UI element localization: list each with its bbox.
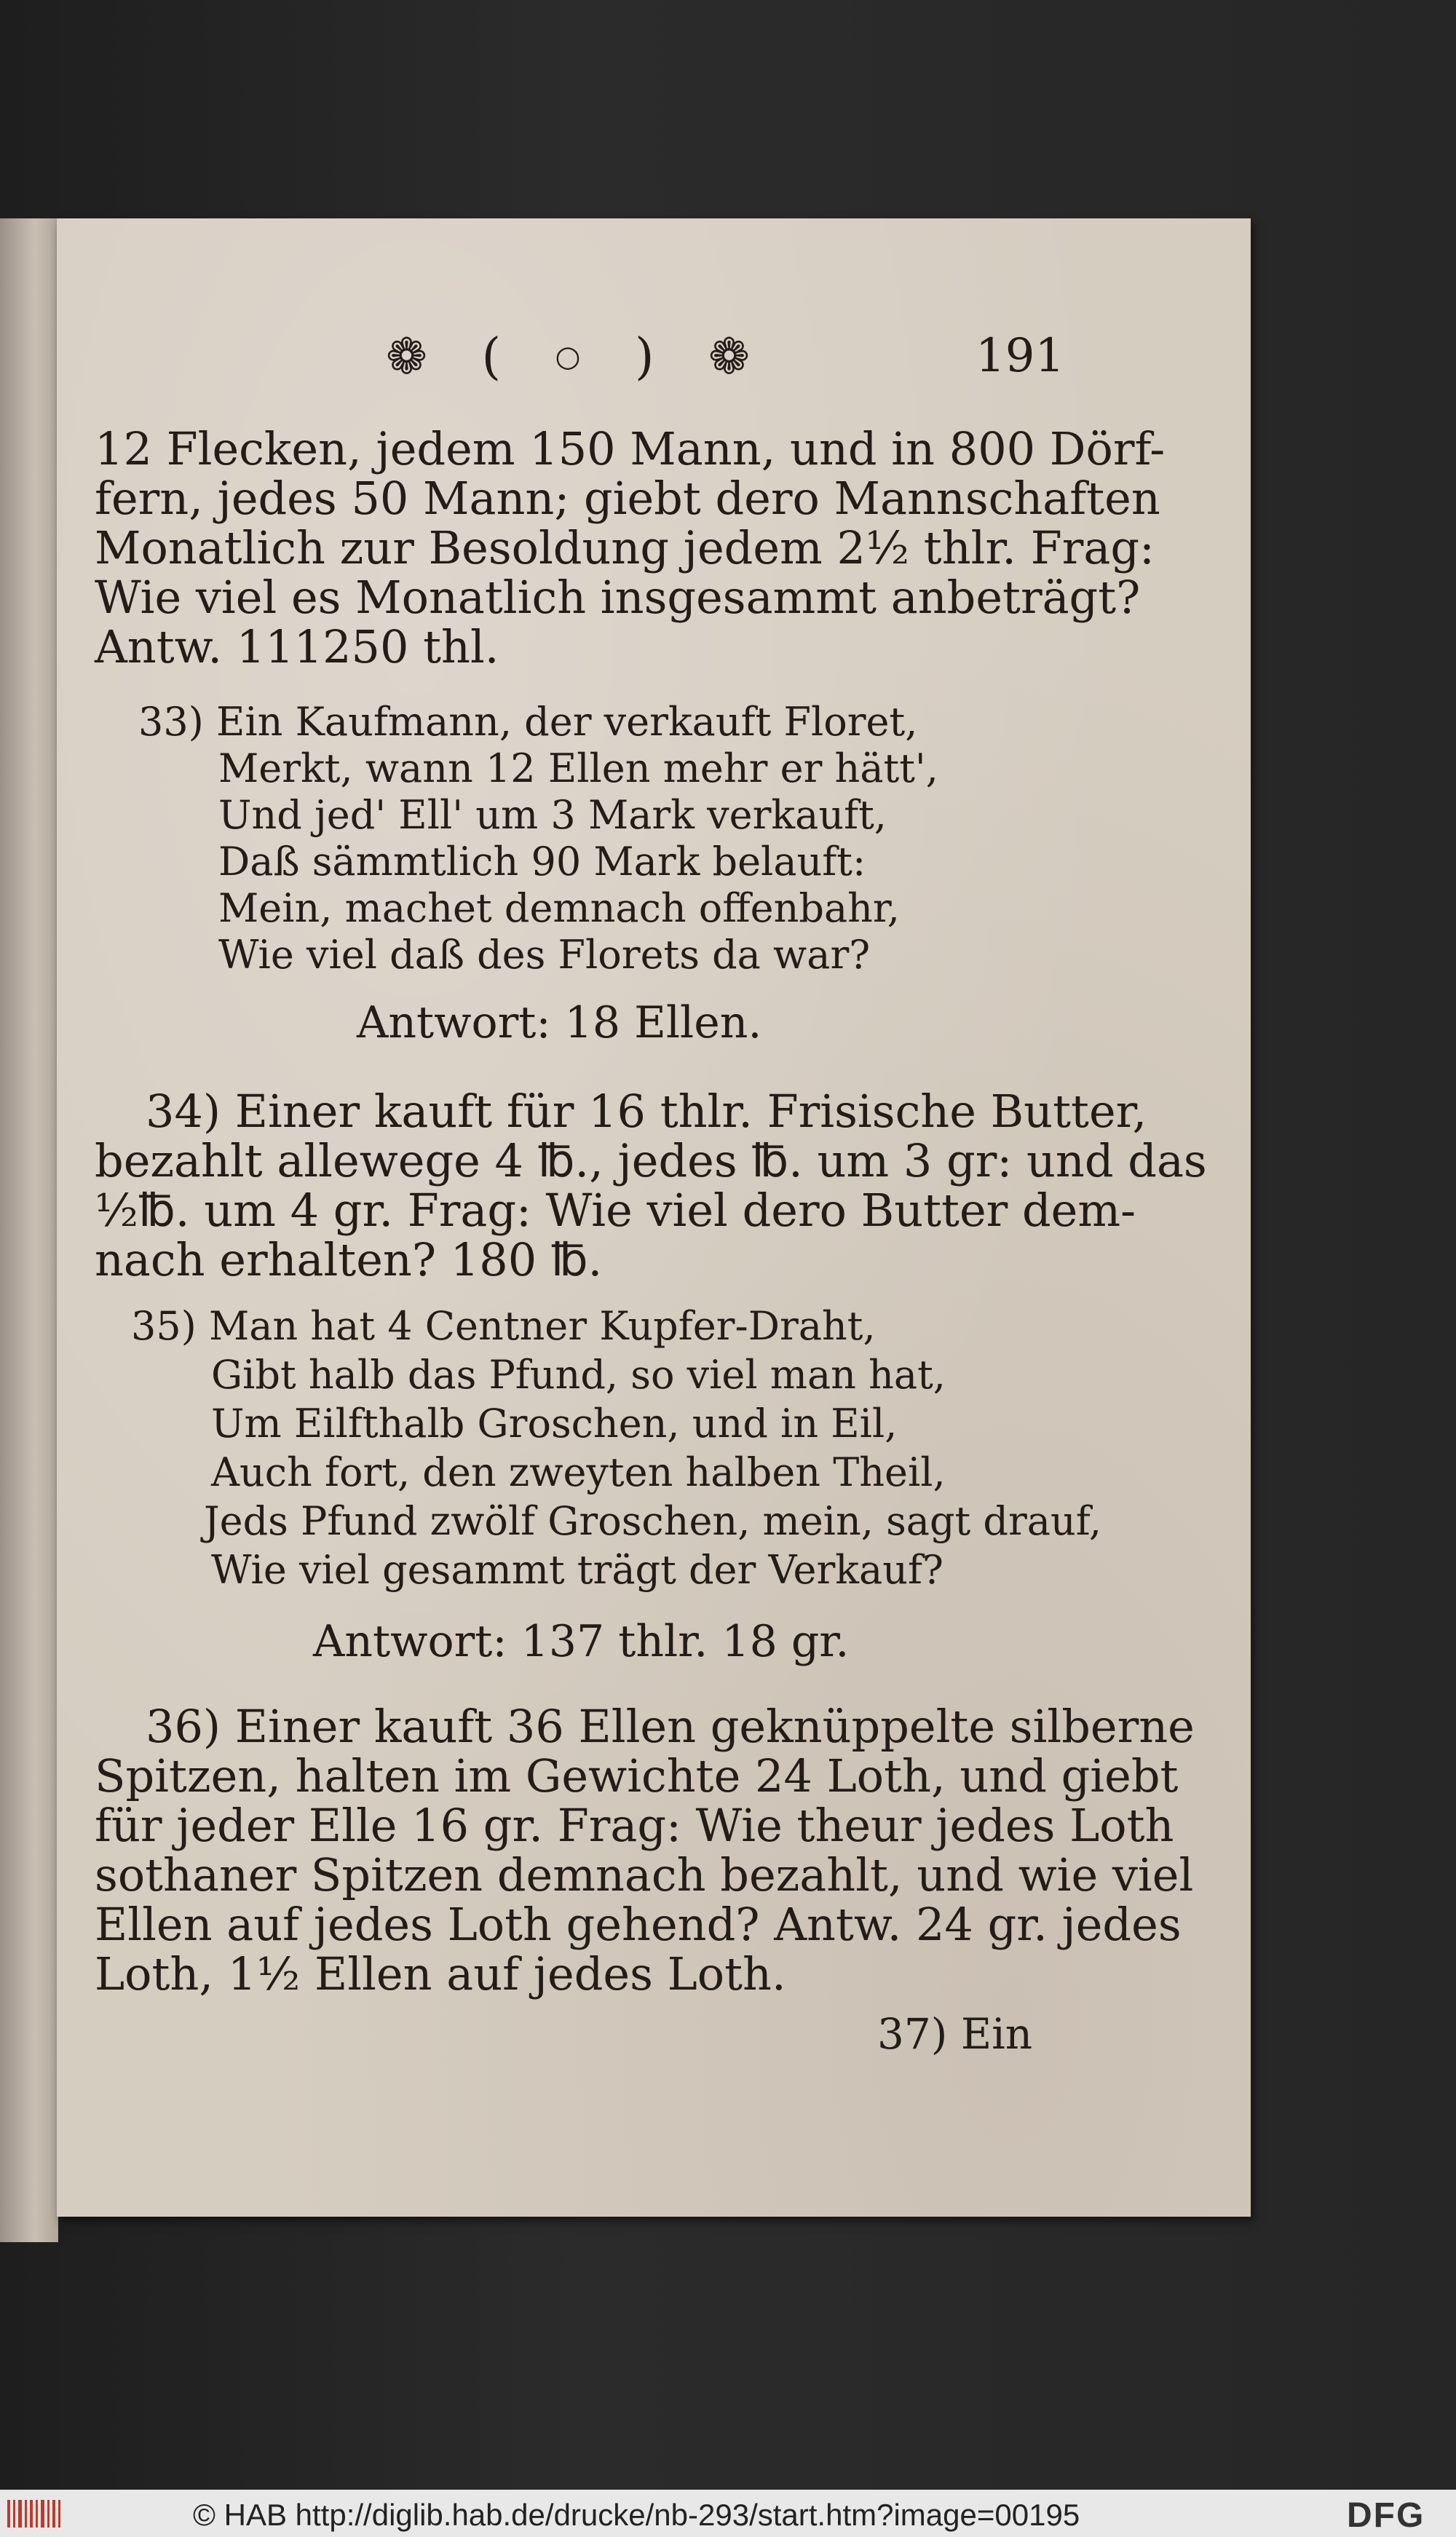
footer-bar xyxy=(0,2490,1456,2537)
verse-line: Auch fort, den zweyten halben Theil, xyxy=(211,1449,946,1495)
text-line: 36) Einer kauft 36 Ellen geknüppelte silberne xyxy=(146,1700,1195,1753)
verse-line: 33) Ein Kaufmann, der verkauft Floret, xyxy=(138,699,918,745)
answer-line: Antwort: 18 Ellen. xyxy=(357,997,762,1048)
verse-line: Mein, machet demnach offenbahr, xyxy=(218,885,900,931)
text-line: für jeder Elle 16 gr. Frag: Wie theur jedes Loth xyxy=(95,1799,1174,1852)
text-line: 34) Einer kauft für 16 thlr. Frisische Butter, xyxy=(146,1085,1147,1138)
text-line: Loth, 1½ Ellen auf jedes Loth. xyxy=(95,1947,786,2000)
circle-ornament-icon: ○ xyxy=(555,340,581,373)
verse-line: Und jed' Ell' um 3 Mark verkauft, xyxy=(218,792,887,838)
catchword: 37) Ein xyxy=(877,2009,1033,2059)
text-line: Ellen auf jedes Loth gehend? Antw. 24 gr. jedes xyxy=(95,1898,1182,1951)
text-line: ½℔. um 4 gr. Frag: Wie viel dero Butter dem- xyxy=(95,1184,1136,1237)
text-line: Spitzen, halten im Gewichte 24 Loth, und giebt xyxy=(95,1749,1179,1802)
text-line: sothaner Spitzen demnach bezahlt, und wie viel xyxy=(95,1848,1194,1901)
text-line: bezahlt allewege 4 ℔., jedes ℔. um 3 gr: und das xyxy=(95,1134,1207,1187)
page-number: 191 xyxy=(976,329,1065,383)
text-line: Antw. 111250 thl. xyxy=(95,620,499,673)
flower-ornament-icon: ❁ xyxy=(708,328,750,386)
text-line: Monatlich zur Besoldung jedem 2½ thlr. Frag: xyxy=(95,521,1155,574)
verse-line: Gibt halb das Pfund, so viel man hat, xyxy=(211,1352,946,1398)
verse-line: Um Eilfthalb Groschen, und in Eil, xyxy=(211,1401,898,1446)
verse-line: Merkt, wann 12 Ellen mehr er hätt', xyxy=(218,745,938,791)
answer-line: Antwort: 137 thlr. 18 gr. xyxy=(313,1616,850,1667)
dfg-logo: DFG xyxy=(1347,2496,1425,2535)
text-line: 12 Flecken, jedem 150 Mann, und in 800 Dörf- xyxy=(95,422,1166,475)
text-line: fern, jedes 50 Mann; giebt dero Mannschaften xyxy=(95,472,1160,525)
footer-source-link[interactable]: © HAB http://diglib.hab.de/drucke/nb-293/start.htm?image=00195 xyxy=(193,2498,1080,2532)
text-line: Wie viel es Monatlich insgesammt anbeträgt? xyxy=(95,571,1141,624)
verse-line: Wie viel gesammt trägt der Verkauf? xyxy=(211,1547,943,1593)
header-ornament xyxy=(386,328,750,386)
barcode-icon xyxy=(6,2498,64,2529)
ornament-bracket-right: ) xyxy=(634,328,654,386)
verse-line: Daß sämmtlich 90 Mark belauft: xyxy=(218,839,866,884)
flower-ornament-icon: ❁ xyxy=(386,328,427,386)
ornament-bracket-left: ( xyxy=(481,328,502,386)
verse-line: Wie viel daß des Florets da war? xyxy=(218,932,871,978)
verse-line: Jeds Pfund zwölf Groschen, mein, sagt drauf, xyxy=(204,1498,1101,1544)
text-line: nach erhalten? 180 ℔. xyxy=(95,1233,603,1286)
verse-line: 35) Man hat 4 Centner Kupfer-Draht, xyxy=(131,1303,876,1349)
facing-page-edge xyxy=(0,218,58,2242)
